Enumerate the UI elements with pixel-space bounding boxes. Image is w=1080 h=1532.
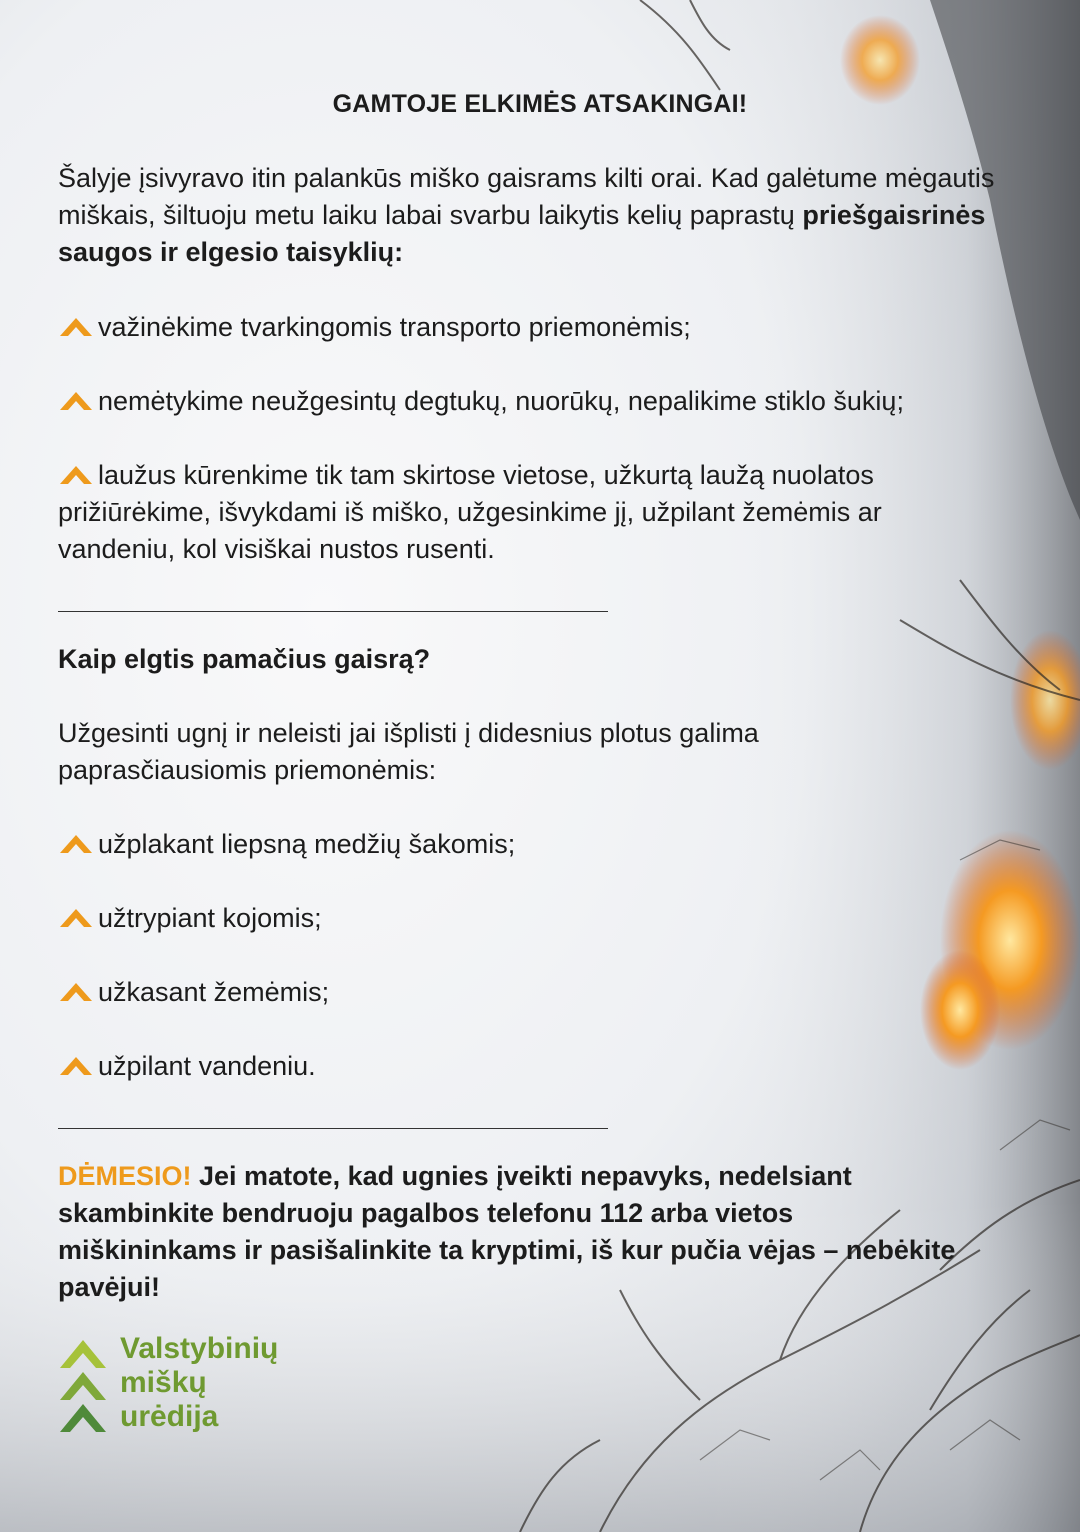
orange-chevron-icon	[58, 388, 94, 412]
orange-chevron-icon	[58, 905, 94, 929]
orange-chevron-icon	[58, 314, 94, 338]
action-item	[58, 826, 1038, 863]
logo-text	[120, 1332, 278, 1434]
rule-item	[58, 309, 1038, 346]
action-item-text: užkasant žemėmis;	[98, 977, 330, 1007]
action-item-text: užpilant vandeniu.	[98, 1051, 316, 1081]
rule-item-text: laužus kūrenkime tik tam skirtose vietose, užkurtą laužą nuolatos prižiūrėkime, išvykdami iš miško, užgesinkime jį, užpilant žemėmis ar vandeniu, kol visiškai nustos rusenti.	[58, 460, 882, 564]
warning-block	[58, 1158, 978, 1306]
warning-lead: DĖMESIO!	[58, 1161, 192, 1191]
rule-item	[58, 457, 978, 568]
logo-line: miškų	[120, 1366, 207, 1399]
action-item-text: užplakant liepsną medžių šakomis;	[98, 829, 516, 859]
divider	[58, 611, 608, 612]
orange-chevron-icon	[58, 979, 94, 1003]
action-item	[58, 1048, 1038, 1085]
rule-item-text: važinėkime tvarkingomis transporto priemonėmis;	[98, 312, 691, 342]
rule-item-text: nemėtykime neužgesintų degtukų, nuorūkų, nepalikime stiklo šukių;	[98, 386, 904, 416]
divider	[58, 1128, 608, 1129]
logo-line: Valstybinių	[120, 1332, 279, 1365]
section-heading: Kaip elgtis pamačius gaisrą?	[58, 644, 431, 674]
action-item-text: užtrypiant kojomis;	[98, 903, 322, 933]
warning-text: Jei matote, kad ugnies įveikti nepavyks, nedelsiant skambinkite bendruoju pagalbos telefonu 112 arba vietos miškininkams ir pasišalinkite ta kryptimi, iš kur pučia vėjas – nebėkite pavėjui!	[58, 1161, 956, 1302]
logo-line: urėdija	[120, 1400, 219, 1433]
rule-item	[58, 383, 1038, 420]
orange-chevron-icon	[58, 831, 94, 855]
orange-chevron-icon	[58, 1053, 94, 1077]
action-item	[58, 974, 1038, 1011]
intro-bold-text: priešgaisrinės saugos ir elgesio taisyklių:	[58, 200, 986, 267]
action-item	[58, 900, 1038, 937]
page-title: GAMTOJE ELKIMĖS ATSAKINGAI!	[332, 90, 748, 118]
intro-text: Šalyje įsivyravo itin palankūs miško gaisrams kilti orai. Kad galėtume mėgautis miškais, šiltuoju metu laiku labai svarbu laikytis kelių paprastų	[58, 163, 995, 230]
orange-chevron-icon	[58, 462, 94, 486]
intro-paragraph	[58, 160, 1038, 271]
logo	[58, 1332, 318, 1442]
section-paragraph: Užgesinti ugnį ir neleisti jai išplisti į didesnius plotus galima paprasčiausiomis priemonėmis:	[58, 718, 759, 785]
tree-chevrons-logo	[58, 1336, 108, 1436]
